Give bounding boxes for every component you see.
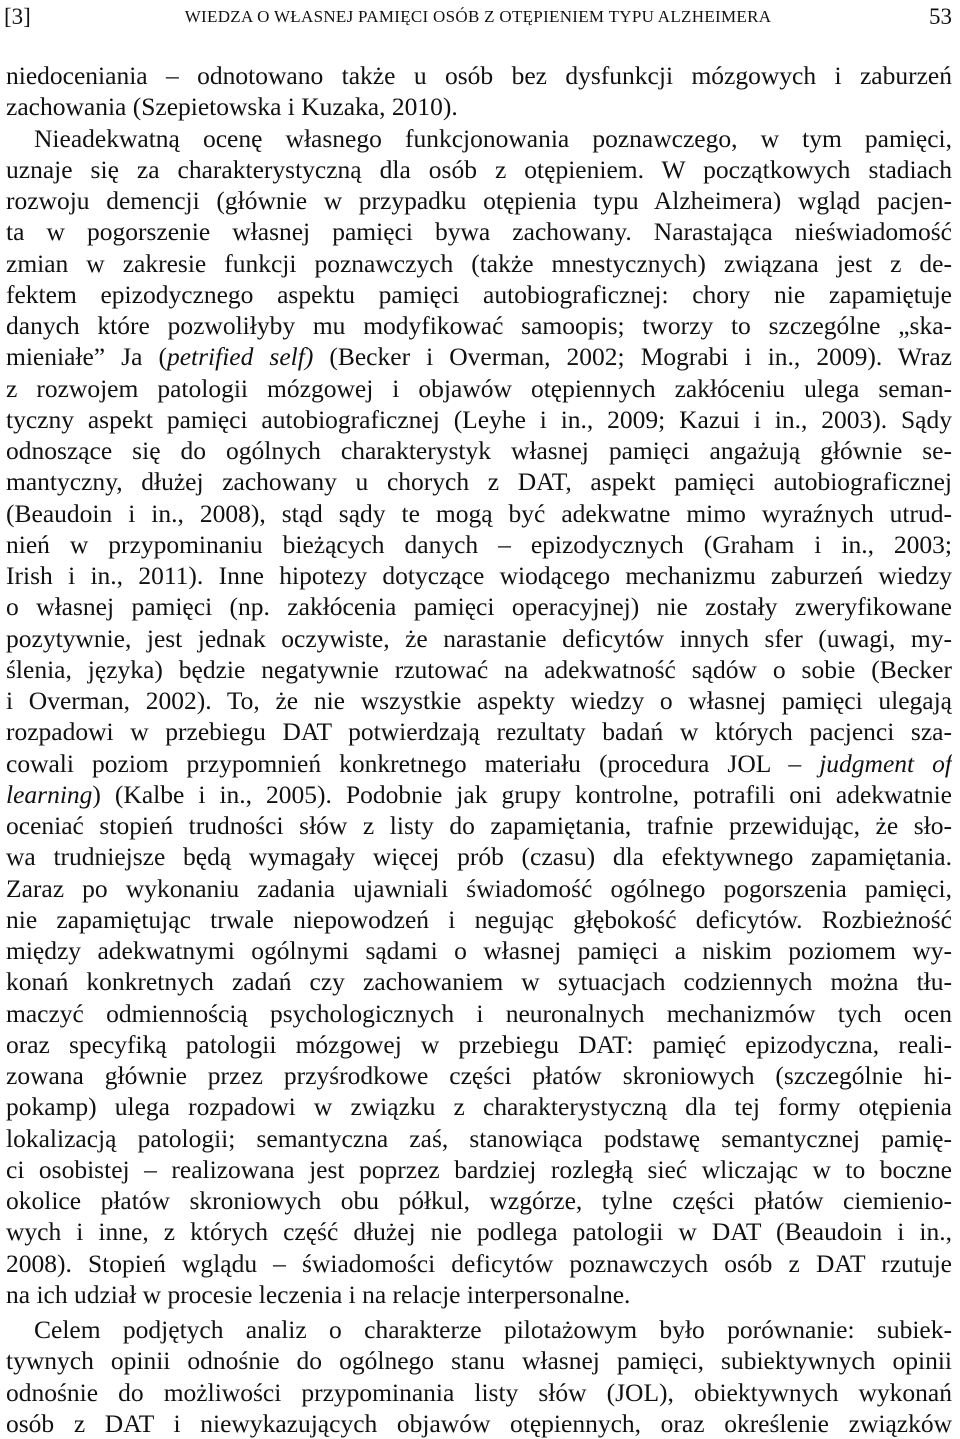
text-line: z rozwojem patologii mózgowej i objawów otępiennych zakłóceniu ulega seman-: [6, 373, 952, 403]
text-line: pokamp) ulega rozpadowi w związku z charakterystyczną dla tej formy otępienia: [6, 1092, 952, 1122]
text-line: 2008). Stopień wglądu – świadomości deficytów poznawczych osób z DAT rzutuje: [6, 1248, 952, 1278]
text-line: Celem podjętych analiz o charakterze pilotażowym było porównanie: subiek-: [34, 1315, 952, 1344]
italic-term: learning: [6, 779, 93, 809]
text-run: mieniałe” Ja (: [6, 342, 167, 372]
article-body: [6, 60, 952, 1439]
text-line: wych i inne, z których część dłużej nie podlega patologii w DAT (Beaudoin i in.,: [6, 1217, 952, 1247]
text-line: Zaraz po wykonaniu zadania ujawniali świadomość ogólnego pogorszenia pamięci,: [6, 873, 952, 903]
text-line: [6, 779, 952, 810]
text-line: i Overman, 2002). To, że nie wszystkie aspekty wiedzy o własnej pamięci ulegają: [6, 686, 952, 715]
text-line: odnośnie do możliwości przypominania listy słów (JOL), obiektywnych wykonań: [6, 1377, 952, 1407]
text-line: maczyć odmiennością psychologicznych i neuronalnych mechanizmów tych ocen: [6, 998, 952, 1028]
text-line: zmian w zakresie funkcji poznawczych (także mnestycznych) związana jest z de-: [6, 248, 952, 278]
italic-term: judgment of: [819, 748, 952, 778]
text-line: ci osobistej – realizowana jest poprzez bardziej rozległą sieć wliczając w to boczne: [6, 1154, 952, 1184]
text-line: odnoszące się do ogólnych charakterystyk własnej pamięci angażują głównie se-: [6, 436, 952, 465]
running-header: [4, 4, 952, 34]
text-line: [6, 748, 952, 779]
text-line: tyczny aspekt pamięci autobiograficznej (Leyhe i in., 2009; Kazui i in., 2003). Sądy: [6, 404, 952, 434]
text-run: ) (Kalbe i in., 2005). Podobnie jak grupy kontrolne, potrafili oni adekwatnie: [92, 779, 952, 809]
text-line: fektem epizodycznego aspektu pamięci autobiograficznej: chory nie zapamiętuje: [6, 279, 952, 309]
text-line: wa trudniejsze będą wymagały więcej prób (czasu) dla efektywnego zapamiętania.: [6, 842, 952, 872]
italic-term: petrified self): [166, 342, 314, 372]
text-line: oraz specyfiką patologii mózgowej w przebiegu DAT: pamięć epizodyczna, reali-: [6, 1029, 952, 1059]
paragraph: [6, 123, 952, 1311]
text-line: Nieadekwatną ocenę własnego funkcjonowania poznawczego, w tym pamięci,: [34, 123, 952, 153]
text-line: między adekwatnymi ogólnymi sądami o własnej pamięci a niskim poziomem wy-: [6, 936, 952, 965]
text-line: o własnej pamięci (np. zakłócenia pamięci operacyjnej) nie zostały zweryfikowane: [6, 592, 952, 622]
text-line: nie zapamiętując trwale niepowodzeń i negując głębokość deficytów. Rozbieżność: [6, 904, 952, 934]
text-line: lokalizacją patologii; semantyczna zaś, stanowiąca podstawę semantycznej pamię-: [6, 1123, 952, 1153]
text-line: niedoceniania – odnotowano także u osób bez dysfunkcji mózgowych i zaburzeń: [6, 61, 952, 90]
text-line: (Beaudoin i in., 2008), stąd sądy te mogą być adekwatne mimo wyraźnych utrud-: [6, 498, 952, 528]
text-line: tywnych opinii odnośnie do ogólnego stanu własnej pamięci, subiektywnych opinii: [6, 1346, 952, 1376]
text-line: zowana głównie przez przyśrodkowe części płatów skroniowych (szczególnie hi-: [6, 1061, 952, 1090]
text-line: danych które pozwoliłyby mu modyfikować samoopis; tworzy to szczególne „ska-: [6, 311, 952, 340]
text-line: nień w przypominaniu bieżących danych – epizodycznych (Graham i in., 2003;: [6, 529, 952, 559]
text-run: cowali poziom przypomnień konkretnego materiału (procedura JOL –: [6, 748, 820, 778]
text-line: okolice płatów skroniowych obu półkul, wzgórze, tylne części płatów ciemienio-: [6, 1186, 952, 1215]
text-line: ta w pogorszenie własnej pamięci bywa zachowany. Narastająca nieświadomość: [6, 217, 952, 247]
running-title: WIEDZA O WŁASNEJ PAMIĘCI OSÓB Z OTĘPIENIEM TYPU ALZHEIMERA: [184, 7, 772, 26]
text-line: Irish i in., 2011). Inne hipotezy dotyczące wiodącego mechanizmu zaburzeń wiedzy: [6, 561, 952, 590]
text-line: [6, 341, 952, 372]
text-line: rozwoju demencji (głównie w przypadku otępienia typu Alzheimera) wgląd pacjen-: [6, 186, 952, 215]
page-number: 53: [929, 4, 952, 29]
text-line: ślenia, języka) będzie negatywnie rzutować na adekwatność sądów o sobie (Becker: [6, 654, 952, 684]
text-line: na ich udział w procesie leczenia i na relacje interpersonalne.: [6, 1279, 631, 1309]
paragraph: [6, 1314, 952, 1439]
text-line: pozytywnie, jest jednak oczywiste, że narastanie deficytów innych sfer (uwagi, my-: [6, 623, 952, 653]
text-line: mantyczny, dłużej zachowany u chorych z DAT, aspekt pamięci autobiograficznej: [6, 467, 952, 497]
text-line: oceniać stopień trudności słów z listy do zapamiętania, trafnie przewidując, że sło-: [6, 811, 952, 840]
text-line: osób z DAT i niewykazujących objawów otępiennych, oraz określenie związków: [6, 1408, 952, 1438]
text-line: uznaje się za charakterystyczną dla osób z otępieniem. W początkowych stadiach: [6, 154, 952, 184]
page-label: [3]: [4, 4, 31, 29]
paragraph: [6, 60, 952, 123]
text-line: rozpadowi w przebiegu DAT potwierdzają rezultaty badań w których pacjenci sza-: [6, 717, 952, 747]
text-line: zachowania (Szepietowska i Kuzaka, 2010).: [6, 92, 458, 122]
text-line: konań konkretnych zadań czy zachowaniem w sytuacjach codziennych można tłu-: [6, 967, 952, 997]
text-run: (Becker i Overman, 2002; Mograbi i in., 2009). Wraz: [313, 342, 952, 372]
